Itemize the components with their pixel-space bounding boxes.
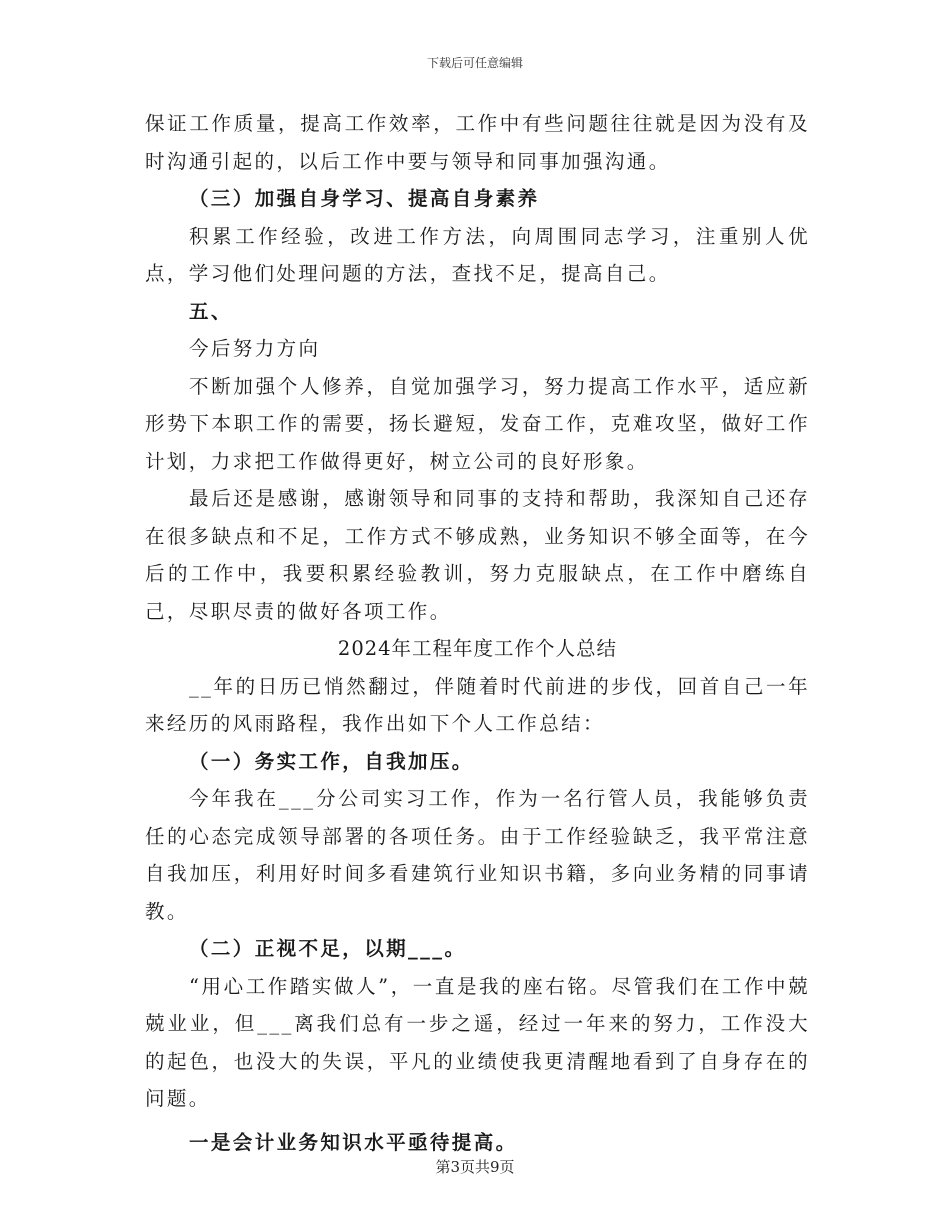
- section-number-5: 五、: [189, 299, 233, 323]
- page-footer: 第3页共9页: [435, 1158, 515, 1176]
- paragraph-continuation: 保证工作质量，提高工作效率，工作中有些问题往往就是因为没有及时沟通引起的，以后工作中要与领导和同事加强沟通。: [145, 112, 810, 173]
- subheading-accounting: 一是会计业务知识水平亟待提高。: [189, 1130, 518, 1154]
- paragraph-learning: 积累工作经验，改进工作方法，向周围同志学习，注重别人优点，学习他们处理问题的方法，查找不足，提高自己。: [145, 224, 810, 285]
- paragraph-work: 今年我在___分公司实习工作，作为一名行管人员，我能够负责任的心态完成领导部署的各项任务。由于工作经验缺乏，我平常注意自我加压，利用好时间多看建筑行业知识书籍，多向业务精的同事请教。: [145, 787, 810, 923]
- paragraph-improvement: 不断加强个人修养，自觉加强学习，努力提高工作水平，适应新形势下本职工作的需要，扬长避短，发奋工作，克难攻坚，做好工作计划，力求把工作做得更好，树立公司的良好形象。: [145, 374, 810, 473]
- paragraph-intro: __年的日历已悄然翻过，伴随着时代前进的步伐，回首自己一年来经历的风雨路程，我作出如下个人工作总结：: [145, 674, 810, 735]
- page-header: 下载后可任意编辑: [426, 56, 523, 70]
- paragraph-thanks: 最后还是感谢，感谢领导和同事的支持和帮助，我深知自己还存在很多缺点和不足，工作方式不够成熟，业务知识不够全面等，在今后的工作中，我要积累经验教训，努力克服缺点，在工作中磨练自己，尽职尽责的做好各项工作。: [145, 487, 810, 623]
- section-title-direction: 今后努力方向: [189, 337, 321, 360]
- section-heading-3: （三）加强自身学习、提高自身素养: [189, 187, 540, 210]
- paragraph-motto: “用心工作踏实做人”，一直是我的座右铭。尽管我们在工作中兢兢业业，但___离我们总有一步之遥，经过一年来的努力，工作没大的起色，也没大的失误，平凡的业绩使我更清醒地看到了自身存在的问题。: [145, 974, 810, 1110]
- document-title: 2024年工程年度工作个人总结: [337, 637, 618, 660]
- section-heading-1: （一）务实工作，自我加压。: [189, 749, 474, 773]
- section-heading-2: （二）正视不足，以期___。: [189, 937, 467, 960]
- document-body: [145, 105, 810, 1161]
